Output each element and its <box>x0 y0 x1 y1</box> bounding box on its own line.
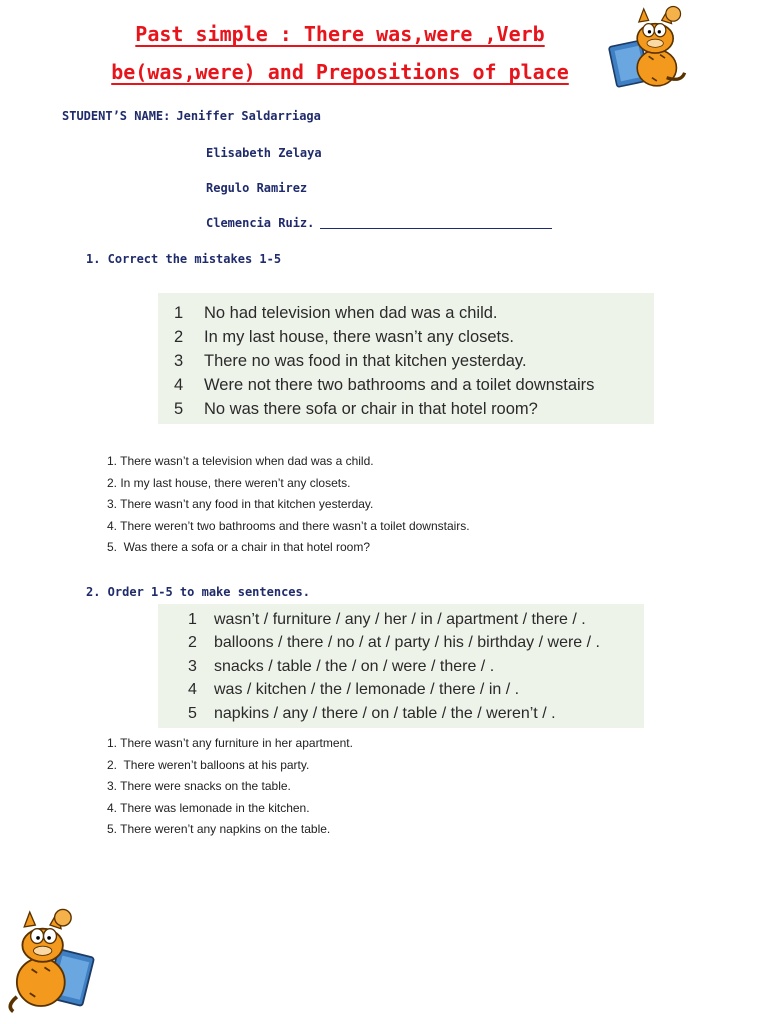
answer-line: 1. There wasn’t a television when dad was a child. <box>107 454 374 468</box>
answer-line: 5. Was there a sofa or a chair in that hotel room? <box>107 540 371 554</box>
exercise-1-box <box>158 293 654 424</box>
exercise-row <box>188 631 644 654</box>
exercise-text: Were not there two bathrooms and a toilet downstairs <box>204 376 595 394</box>
exercise-row <box>174 349 654 373</box>
exercise-row <box>174 397 654 421</box>
exercise-number: 2 <box>188 634 197 652</box>
blank-line <box>320 228 552 229</box>
exercise-text: napkins / any / there / on / table / the / weren’t / . <box>214 704 556 722</box>
section-2-answers <box>107 735 353 843</box>
garfield-reading-illustration <box>606 4 688 94</box>
student-name-2: Elisabeth Zelaya <box>206 146 322 160</box>
exercise-row <box>188 678 644 701</box>
exercise-text: There no was food in that kitchen yesterday. <box>204 352 527 370</box>
exercise-number: 4 <box>174 376 184 394</box>
exercise-2-box <box>158 604 644 728</box>
exercise-text: was / kitchen / the / lemonade / there / in / . <box>214 681 520 699</box>
answer-line: 3. There were snacks on the table. <box>107 779 291 793</box>
section-1-answers <box>107 453 470 561</box>
exercise-number: 1 <box>188 611 197 628</box>
exercise-text: No was there sofa or chair in that hotel room? <box>204 400 538 418</box>
exercise-text: No had television when dad was a child. <box>204 304 498 322</box>
exercise-text: snacks / table / the / on / were / there / . <box>214 657 495 675</box>
student-name-3: Regulo Ramirez <box>206 181 308 195</box>
answer-line: 5. There weren’t any napkins on the table. <box>107 822 331 836</box>
title-line-2: be(was,were) and Prepositions of place <box>111 60 569 84</box>
exercise-text: balloons / there / no / at / party / his / birthday / were / . <box>214 634 600 652</box>
exercise-row <box>174 373 654 397</box>
exercise-number: 5 <box>174 400 184 418</box>
student-name-label: STUDENT’S NAME: <box>62 109 171 123</box>
exercise-number: 5 <box>188 704 197 722</box>
student-name-4-row <box>206 216 552 230</box>
title-line-1: Past simple : There was,were ,Verb <box>135 22 545 46</box>
answer-line: 4. There was lemonade in the kitchen. <box>107 800 310 815</box>
exercise-number: 1 <box>174 304 184 322</box>
exercise-number: 2 <box>174 328 184 346</box>
answer-line: 2. There weren’t balloons at his party. <box>107 757 310 772</box>
exercise-number: 3 <box>174 352 184 370</box>
exercise-row <box>174 325 654 349</box>
answer-line: 2. In my last house, there weren’t any closets. <box>107 475 351 490</box>
answer-line: 4. There weren’t two bathrooms and there wasn’t a toilet downstairs. <box>107 518 470 533</box>
section-2-heading: 2. Order 1-5 to make sentences. <box>86 585 310 599</box>
exercise-row <box>188 608 644 631</box>
student-name-4: Clemencia Ruiz. <box>206 216 315 230</box>
answer-line: 3. There wasn’t any food in that kitchen yesterday. <box>107 497 374 511</box>
section-1-heading: 1. Correct the mistakes 1-5 <box>86 252 282 266</box>
exercise-number: 4 <box>188 681 197 699</box>
exercise-text: In my last house, there wasn’t any closets. <box>204 328 514 346</box>
student-name-1: Jeniffer Saldarriaga <box>176 109 321 123</box>
exercise-text: wasn’t / furniture / any / her / in / apartment / there / . <box>214 611 586 628</box>
garfield-reading-illustration <box>4 904 96 1016</box>
student-name-row <box>62 109 321 123</box>
exercise-row <box>188 702 644 725</box>
answer-line: 1. There wasn’t any furniture in her apartment. <box>107 736 353 750</box>
exercise-row <box>174 301 654 325</box>
exercise-number: 3 <box>188 657 197 675</box>
exercise-row <box>188 655 644 678</box>
